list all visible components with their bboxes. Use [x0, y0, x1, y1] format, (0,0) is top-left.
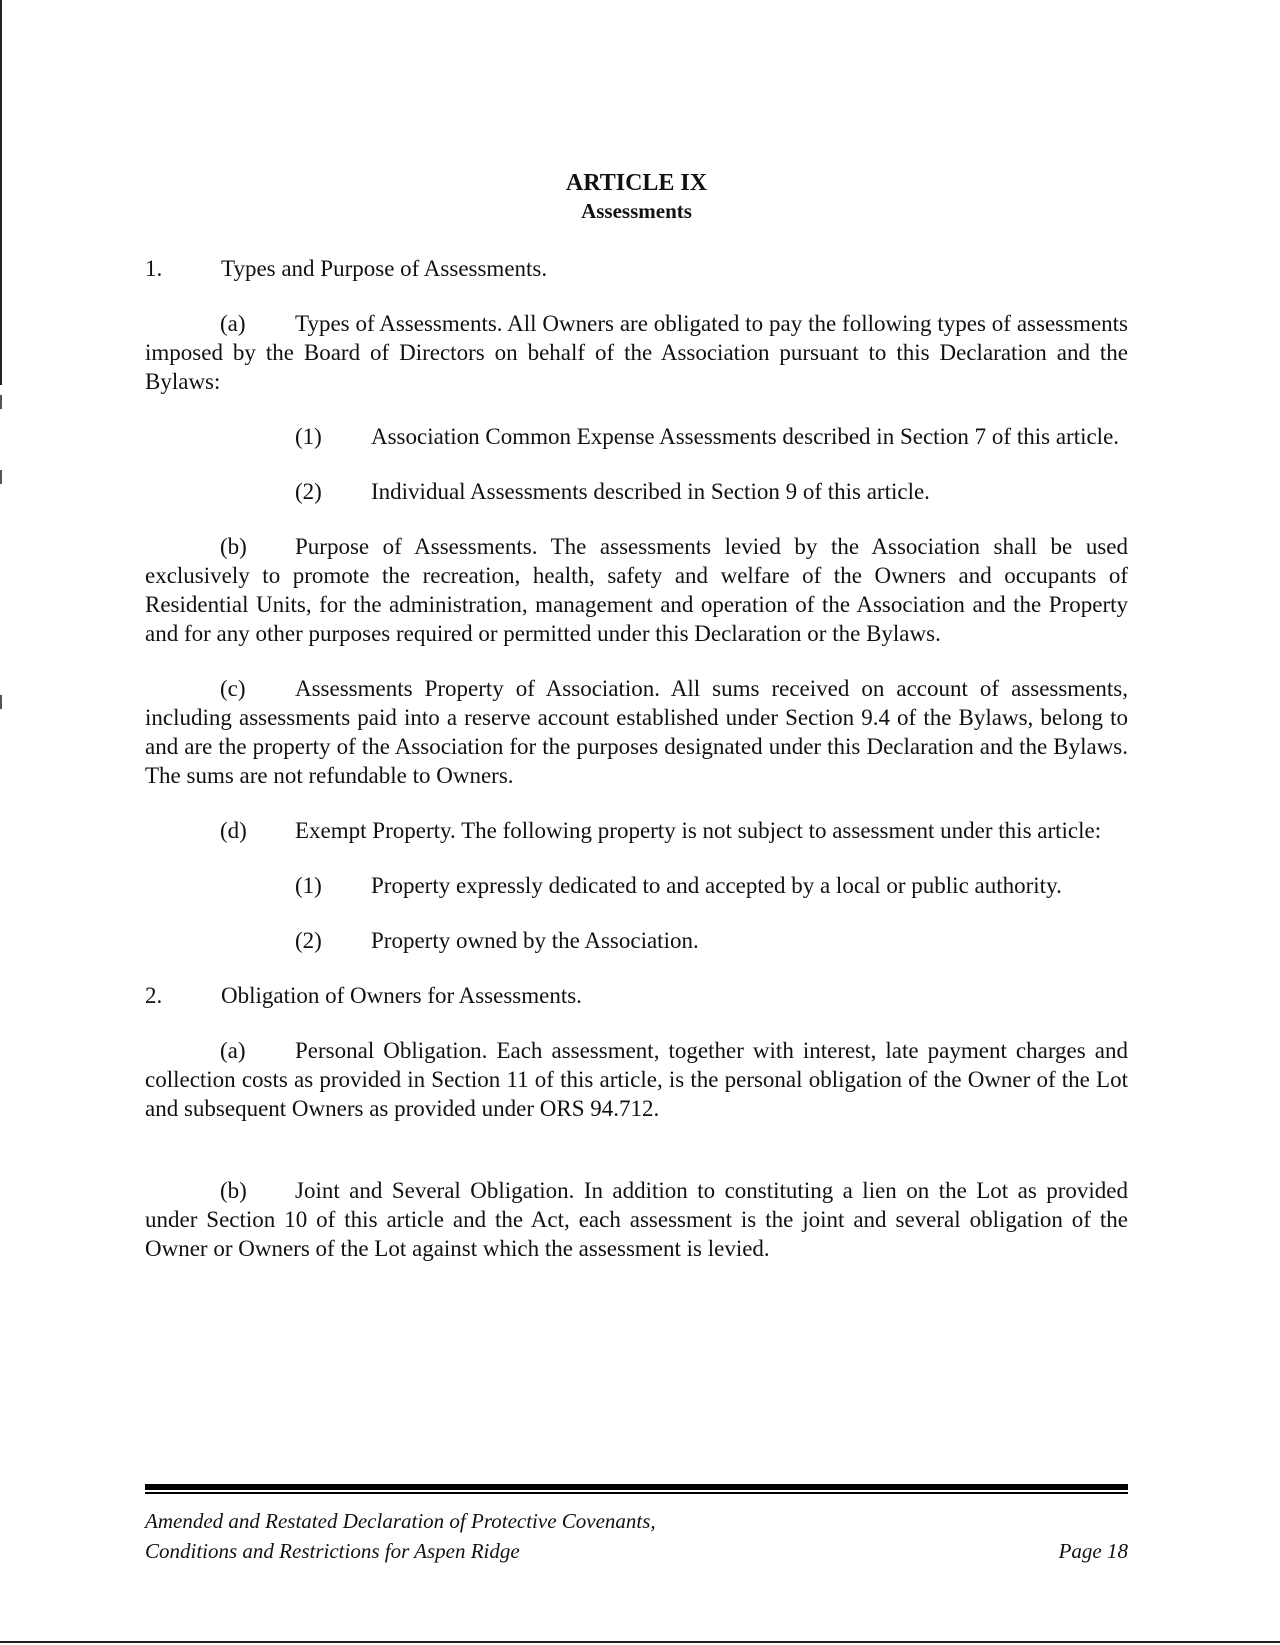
paragraph-text: Purpose of Assessments. The assessments levied by the Association shall be used exclusively to promote the recreation, health, safety and welfare of the Owners and occupants of Residential Units, for the administration, management and operation of the Association and the Property and for any other purposes required or permitted under this Declaration or the Bylaws. [145, 534, 1128, 647]
subparagraph-1 [145, 422, 1128, 451]
subparagraph-text: Property expressly dedicated to and accepted by a local or public authority. [371, 873, 1062, 899]
paragraph-b [145, 532, 1128, 648]
footer-title-line-1: Amended and Restated Declaration of Protective Covenants, [145, 1509, 656, 1533]
footer-rule-thin [145, 1492, 1128, 1494]
paragraph-b [145, 1176, 1128, 1263]
paragraph-label: (a) [220, 311, 246, 337]
section-heading [145, 981, 1128, 1010]
footer-title-line-2: Conditions and Restrictions for Aspen Ridge [145, 1539, 520, 1563]
section-number: 1. [145, 256, 163, 282]
subparagraph-text: Individual Assessments described in Section 9 of this article. [371, 479, 930, 505]
footer-text [145, 1506, 1128, 1566]
section-title: Types and Purpose of Assessments. [221, 256, 548, 282]
subparagraph-label: (2) [295, 479, 322, 505]
footer-rule [145, 1484, 1128, 1490]
scan-edge-bottom [0, 1641, 1280, 1643]
scan-mark [0, 395, 2, 409]
paragraph-label: (a) [220, 1038, 246, 1064]
page-number: Page 18 [1058, 1539, 1128, 1563]
section-1 [145, 254, 1128, 955]
article-heading [145, 168, 1128, 224]
document-page [145, 168, 1128, 1263]
paragraph-label: (b) [220, 534, 247, 560]
paragraph-text: Types of Assessments. All Owners are obligated to pay the following types of assessments imposed by the Board of Directors on behalf of the Association pursuant to this Declaration and the Bylaws: [145, 311, 1128, 395]
section-heading [145, 254, 1128, 283]
section-title: Obligation of Owners for Assessments. [221, 983, 582, 1009]
subparagraph-label: (1) [295, 424, 322, 450]
paragraph-label: (b) [220, 1178, 247, 1204]
subparagraph-2 [145, 926, 1128, 955]
paragraph-d [145, 816, 1128, 845]
paragraph-label: (d) [220, 818, 247, 844]
paragraph-text: Joint and Several Obligation. In addition to constituting a lien on the Lot as provided under Section 10 of this article and the Act, each assessment is the joint and several obligation of the Owner or Owners of the Lot against which the assessment is levied. [145, 1178, 1128, 1262]
paragraph-text: Exempt Property. The following property is not subject to assessment under this article: [295, 818, 1102, 844]
section-number: 2. [145, 983, 163, 1009]
paragraph-text: Assessments Property of Association. All sums received on account of assessments, including assessments paid into a reserve account established under Section 9.4 of the Bylaws, belong to and are the property of the Association for the purposes designated under this Declaration and the Bylaws. The sums are not refundable to Owners. [145, 676, 1128, 789]
article-title: ARTICLE IX [565, 170, 708, 196]
scan-mark [0, 470, 2, 484]
section-2 [145, 981, 1128, 1263]
paragraph-label: (c) [220, 676, 246, 702]
scan-mark [0, 695, 2, 709]
subparagraph-1 [145, 871, 1128, 900]
subparagraph-text: Property owned by the Association. [371, 928, 699, 954]
paragraph-text: Personal Obligation. Each assessment, together with interest, late payment charges and collection costs as provided in Section 11 of this article, is the personal obligation of the Owner of the Lot and subsequent Owners as provided under ORS 94.712. [145, 1038, 1128, 1122]
paragraph-a [145, 309, 1128, 396]
article-subtitle: Assessments [581, 199, 692, 223]
page-footer [145, 1484, 1128, 1566]
subparagraph-text: Association Common Expense Assessments described in Section 7 of this article. [371, 424, 1120, 450]
subparagraph-label: (1) [295, 873, 322, 899]
paragraph-c [145, 674, 1128, 790]
subparagraph-label: (2) [295, 928, 322, 954]
article-body [145, 254, 1128, 1263]
scan-edge-left [0, 0, 2, 385]
paragraph-a [145, 1036, 1128, 1123]
subparagraph-2 [145, 477, 1128, 506]
